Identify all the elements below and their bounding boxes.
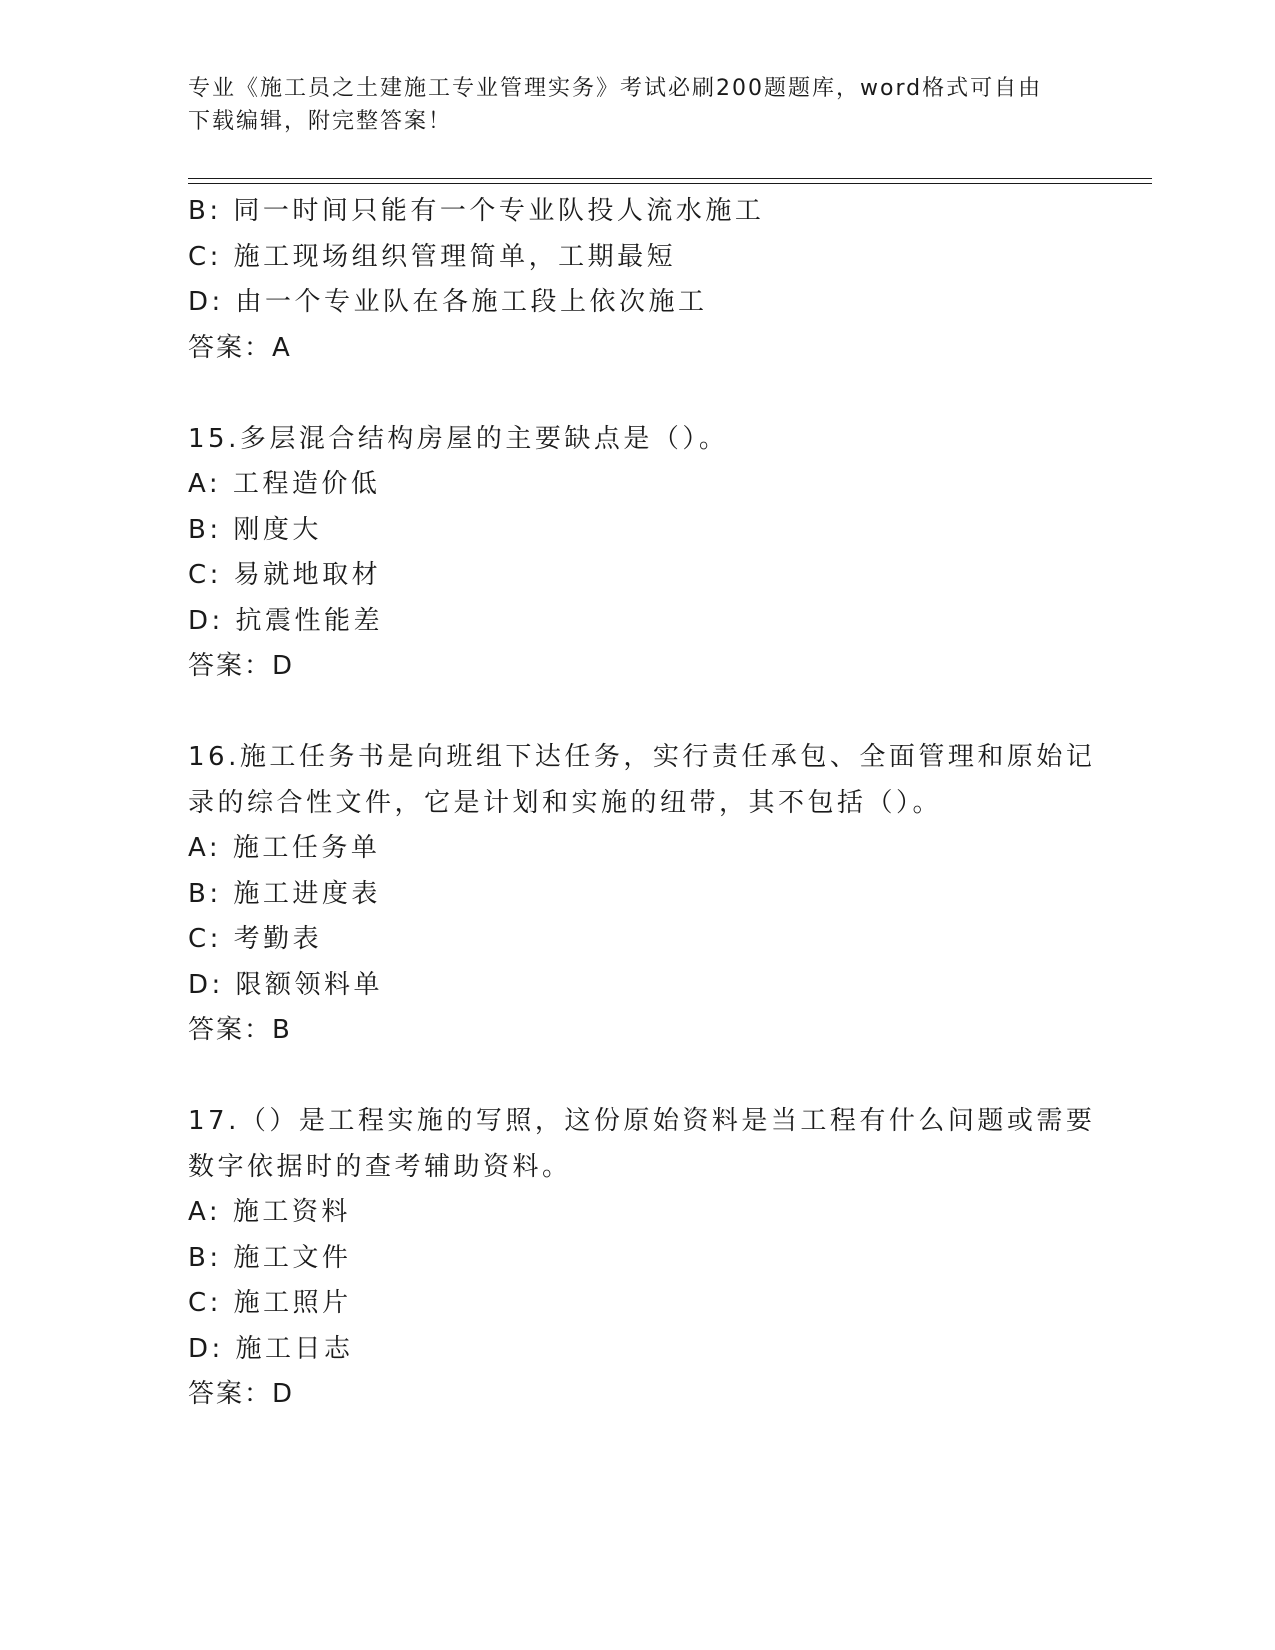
question-text-line-1: 16.施工任务书是向班组下达任务，实行责任承包、全面管理和原始记	[188, 742, 1096, 772]
question-text: 15.多层混合结构房屋的主要缺点是（）。	[188, 423, 729, 454]
answer-line: 答案：D	[188, 1379, 295, 1409]
option-b: B: 刚度大	[188, 514, 322, 545]
question-15	[188, 417, 1088, 690]
option-c: C: 易就地取材	[188, 560, 382, 590]
answer-line: 答案：A	[188, 332, 292, 363]
spacer	[188, 1054, 1088, 1100]
spacer	[188, 690, 1088, 736]
option-a: A: 工程造价低	[188, 469, 381, 499]
spacer	[188, 371, 1088, 417]
header-line-2: 下载编辑，附完整答案！	[188, 109, 453, 134]
answer-line: 答案：B	[188, 1015, 292, 1045]
option-d: D: 施工日志	[188, 1333, 354, 1364]
option-c: C: 施工照片	[188, 1288, 352, 1318]
question-list	[188, 189, 1096, 1418]
option-a: A: 施工任务单	[188, 833, 381, 863]
option-d: D: 由一个专业队在各施工段上依次施工	[188, 287, 708, 317]
answer-line: 答案：D	[188, 651, 295, 681]
question-continued	[188, 189, 1088, 371]
header-rule-bottom	[188, 183, 1152, 184]
option-b: B: 同一时间只能有一个专业队投人流水施工	[188, 196, 765, 226]
question-17	[188, 1099, 1096, 1418]
option-b: B: 施工文件	[188, 1242, 352, 1273]
question-16	[188, 735, 1096, 1054]
document-header	[188, 72, 1068, 138]
option-d: D: 抗震性能差	[188, 605, 384, 636]
option-c: C: 考勤表	[188, 924, 323, 954]
question-text-line-2: 数字依据时的查考辅助资料。	[188, 1151, 572, 1182]
option-c: C: 施工现场组织管理简单，工期最短	[188, 241, 677, 272]
option-b: B: 施工进度表	[188, 878, 381, 909]
header-line-1: 专业《施工员之土建施工专业管理实务》考试必刷200题题库，word格式可自由	[188, 76, 1043, 101]
option-d: D: 限额领料单	[188, 969, 384, 1000]
header-rule-top	[188, 178, 1152, 179]
question-text-line-1: 17.（）是工程实施的写照，这份原始资料是当工程有什么问题或需要	[188, 1106, 1096, 1136]
question-text-line-2: 录的综合性文件，它是计划和实施的纽带，其不包括（）。	[188, 787, 943, 818]
option-a: A: 施工资料	[188, 1197, 351, 1227]
